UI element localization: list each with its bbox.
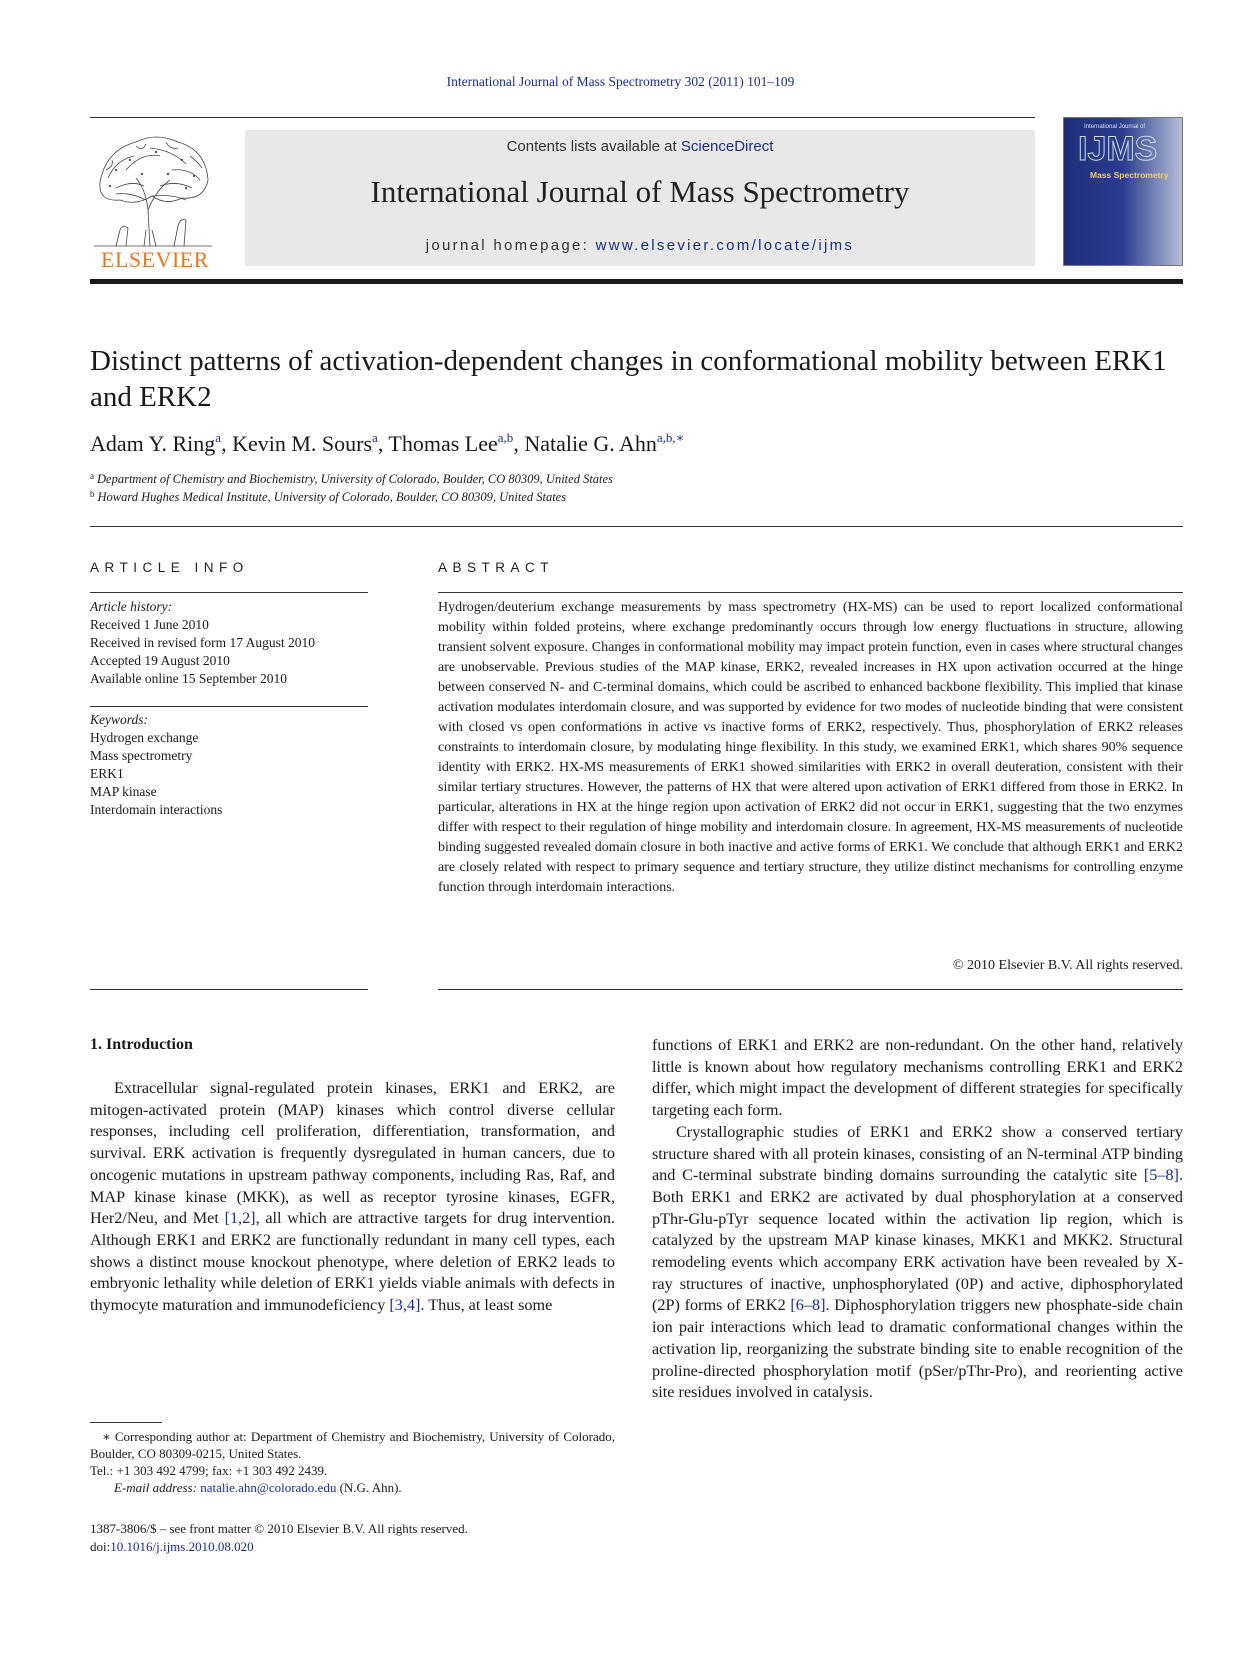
affiliation-a (90, 471, 1180, 487)
journal-citation[interactable]: International Journal of Mass Spectrometry 302 (2011) 101–109 (446, 74, 795, 89)
keywords-label: Keywords: (90, 712, 148, 727)
contents-prefix: Contents lists available at (506, 138, 681, 155)
affiliation-mark: b (90, 489, 95, 499)
footnote-text: Corresponding author at: Department of Chemistry and Biochemistry, University of Colorado, Boulder, CO 80309-0215, United States. (90, 1429, 615, 1461)
citation-link[interactable]: [3,4] (389, 1296, 421, 1315)
article-info-rule (90, 592, 368, 593)
keyword-item: MAP kinase (90, 784, 157, 799)
header-rule (90, 117, 1035, 118)
footnote-rule (90, 1422, 162, 1423)
abstract-copyright: © 2010 Elsevier B.V. All rights reserved. (952, 958, 1183, 973)
article-info-rule (90, 989, 368, 990)
paragraph-text: Crystallographic studies of ERK1 and ERK2 show a conserved tertiary structure shared with all protein kinases, consisting of an N-terminal ATP binding and C-terminal substrate binding domains surrounding the catalytic site (652, 1122, 1183, 1185)
author-affiliation-mark[interactable]: a (372, 430, 378, 445)
homepage-line (245, 237, 1035, 254)
cover-logo-text: IJMS (1078, 130, 1158, 168)
author-affiliation-mark[interactable]: a (215, 430, 222, 445)
keyword-item: Interdomain interactions (90, 802, 223, 817)
issn-line: 1387-3806/$ – see front matter © 2010 Elsevier B.V. All rights reserved. (90, 1521, 468, 1536)
email-name: (N.G. Ahn). (336, 1480, 402, 1495)
journal-cover-image (1063, 117, 1183, 266)
paragraph-text: . Diphosphorylation triggers new phosphate-side chain ion pair interactions which lead to dramatic conformational changes within the activation lip, reorganizing the substrate binding site to enable recognition of the proline-directed phosphorylation motif (pSer/pThr-Pro), and reorienting active site residues involved in catalysis. (652, 1296, 1183, 1402)
publisher-name: ELSEVIER (101, 247, 209, 272)
header-thick-rule (90, 279, 1183, 284)
author-name: Thomas Lee (388, 431, 498, 456)
paragraph-text: Extracellular signal-regulated protein kinases, ERK1 and ERK2, are mitogen-activated protein (MAP) kinases which control diverse cellular responses, including cell proliferation, differentiation, transformation, and survival. ERK activation is frequently dysregulated in human cancers, due to oncogenic mutations in upstream pathway components, including Ras, Raf, and MAP kinase kinase (MKK), as well as receptor tyrosine kinases, EGFR, Her2/Neu, and Met (90, 1079, 615, 1228)
paragraph: functions of ERK1 and ERK2 are non-redundant. On the other hand, relatively little is known about how regulatory mechanisms controlling ERK1 and ERK2 differ, which might impact the development of different strategies for specifically targeting each form. (652, 1036, 1183, 1120)
section-rule (90, 526, 1183, 527)
author-list: Adam Y. Ring$^a$, Kevin M. Sours$^a$, Thomas Lee$^{a,b}$, Natalie G. Ahn$^{a,b,∗}$ (90, 430, 685, 456)
history-item: Received 1 June 2010 (90, 617, 209, 632)
paragraph-text: . Thus, at least some (420, 1296, 553, 1315)
section-heading-introduction: 1. Introduction (90, 1036, 193, 1053)
author-name: Adam Y. Ring (90, 431, 216, 456)
keyword-item: Hydrogen exchange (90, 730, 199, 745)
article-history (90, 598, 368, 688)
homepage-link[interactable]: www.elsevier.com/locate/ijms (595, 237, 855, 254)
affiliation-text: Howard Hughes Medical Institute, University of Colorado, Boulder, CO 80309, United States (97, 490, 567, 504)
footnote-email (90, 1479, 615, 1496)
citation-link[interactable]: [1,2] (224, 1209, 256, 1228)
keyword-item: Mass spectrometry (90, 748, 193, 763)
journal-title: International Journal of Mass Spectrometry (370, 174, 910, 209)
homepage-prefix: journal homepage: (425, 237, 596, 254)
doi-line (90, 1538, 615, 1556)
keywords-block (90, 711, 368, 819)
author-affiliation-mark[interactable]: a,b (497, 430, 514, 445)
history-item: Received in revised form 17 August 2010 (90, 635, 315, 650)
history-label: Article history: (90, 599, 173, 614)
affiliation-b (90, 489, 1180, 505)
introduction-right-column (652, 1035, 1183, 1404)
front-matter (90, 1520, 615, 1556)
paragraph-text: , all which are attractive targets for drug intervention. Although ERK1 and ERK2 are functionally redundant in many cell types, each shows a distinct mouse knockout phenotype, where deletion of ERK2 leads to embryonic lethality while deletion of ERK1 yields viable animals with defects in thymocyte maturation and immunodeficiency (90, 1209, 615, 1315)
contents-line (245, 138, 1035, 155)
paragraph-text: . Both ERK1 and ERK2 are activated by dual phosphorylation at a conserved pThr-Glu-pTyr sequence located within the activation lip region, which is catalyzed by the upstream MAP kinase kinases, MKK1 and MKK2. Structural remodeling events which accompany ERK activation have been revealed by X-ray structures of inactive, unphosphorylated (0P) and active, diphosphorylated (2P) forms of ERK2 (652, 1166, 1183, 1315)
abstract-rule (438, 592, 1183, 593)
article-title: Distinct patterns of activation-dependent changes in conformational mobility between ERK1 and ERK2 (90, 345, 1167, 413)
paragraph (652, 1122, 1183, 1404)
footnote-star: ∗ (102, 1429, 111, 1444)
email-link[interactable]: natalie.ahn@colorado.edu (200, 1480, 337, 1495)
introduction-left-column (90, 1078, 615, 1317)
cover-title: Mass Spectrometry (1090, 170, 1169, 180)
journal-masthead (245, 130, 1035, 266)
corresponding-author-footnote (90, 1428, 615, 1496)
email-label: E-mail address: (114, 1480, 201, 1495)
author-name: Kevin M. Sours (232, 431, 373, 456)
footnote-address (90, 1428, 615, 1462)
citation-link[interactable]: [5–8] (1143, 1166, 1179, 1185)
doi-label: doi: (90, 1539, 111, 1554)
author-affiliation-mark[interactable]: a,b,∗ (656, 430, 685, 445)
article-info-rule (90, 706, 368, 707)
sciencedirect-link[interactable]: ScienceDirect (680, 138, 774, 155)
cover-small-title: International Journal of (1084, 124, 1146, 130)
author-name: Natalie G. Ahn (524, 431, 657, 456)
doi-link[interactable]: 10.1016/j.ijms.2010.08.020 (110, 1539, 254, 1554)
article-info-heading: ARTICLE INFO (90, 560, 249, 575)
affiliation-mark: a (90, 471, 94, 481)
keyword-item: ERK1 (90, 766, 124, 781)
history-item: Accepted 19 August 2010 (90, 653, 230, 668)
abstract-heading: ABSTRACT (438, 560, 555, 575)
history-item: Available online 15 September 2010 (90, 671, 287, 686)
affiliation-text: Department of Chemistry and Biochemistry, University of Colorado, Boulder, CO 80309, United States (97, 472, 613, 486)
footnote-phone: Tel.: +1 303 492 4799; fax: +1 303 492 2439. (90, 1463, 328, 1478)
citation-link[interactable]: [6–8] (790, 1296, 826, 1315)
abstract-rule (438, 989, 1183, 990)
abstract-text: Hydrogen/deuterium exchange measurements by mass spectrometry (HX-MS) can be used to report localized conformational mobility within folded proteins, where exchange predominantly occurs through low energy fluctuations in structure, allowing transient solvent exposure. Changes in conformational mobility may impact protein function, even in cases where structural changes are unobservable. Previous studies of the MAP kinase, ERK2, revealed increases in HX upon activation occurred at the hinge between conserved N- and C-terminal domains, which could be ascribed to enhanced backbone flexibility. This implied that kinase activation modulates interdomain closure, and was supported by evidence for two modes of nucleotide binding that were consistent with closed vs open conformations in active vs inactive forms of ERK2, respectively. Thus, phosphorylation of ERK2 releases constraints to interdomain closure, by modulating hinge flexibility. In this study, we examined ERK1, which shares 90% sequence identity with ERK2. HX-MS measurements of ERK1 showed similarities with ERK2 in overall deuteration, consistent with their similar tertiary structures. However, the patterns of HX that were altered upon activation of ERK1 differed from those in ERK2. In particular, alterations in HX at the hinge region upon activation of ERK2 did not occur in ERK1, suggesting that the two enzymes differ with respect to their regulation of hinge mobility and interdomain closure. In agreement, HX-MS measurements of nucleotide binding suggested revealed domain closure in both inactive and active forms of ERK1. We conclude that although ERK1 and ERK2 are closely related with respect to primary sequence and tertiary structure, they utilize distinct mechanisms for controlling enzyme function through interdomain interactions. (438, 600, 1183, 895)
